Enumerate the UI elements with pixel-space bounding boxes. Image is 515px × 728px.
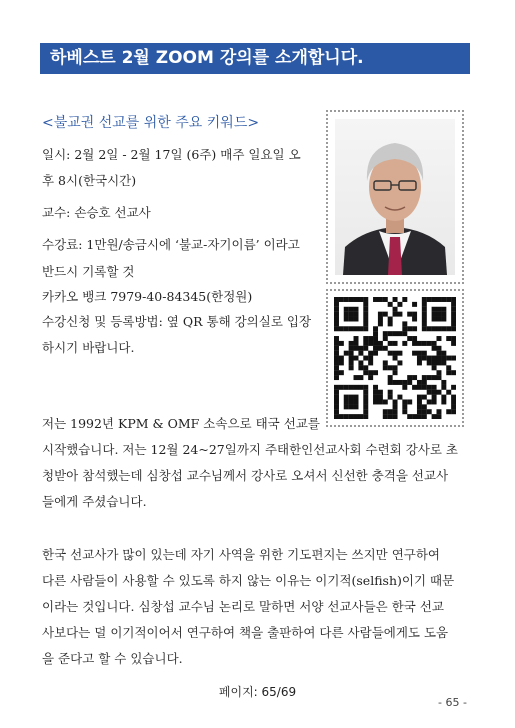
professor-line: 교수: 손승호 선교사	[42, 205, 151, 220]
page-label: 페이지: 65/69	[218, 685, 297, 699]
paragraph-line: 저는 1992년 KPM & OMF 소속으로 태국 선교를	[42, 416, 320, 431]
date-line-1: 일시: 2월 2일 - 2월 17일 (6주) 매주 일요일 오	[42, 147, 301, 162]
fee-line-1: 수강료: 1만원/송금시에 ‘불교-자기이름’ 이라고	[42, 237, 300, 252]
fee-line-2: 반드시 기록할 것	[42, 264, 135, 279]
bank-account: 카카오 뱅크 7979-40-84345(한정원)	[42, 289, 253, 304]
page-banner	[40, 43, 470, 74]
paragraph-line: 을 준다고 할 수 있습니다.	[42, 651, 183, 666]
paragraph-line: 시작했습니다. 저는 12월 24~27일까지 주태한인선교사회 수련회 강사로 초	[42, 442, 459, 457]
paragraph-line: 청받아 참석했는데 심창섭 교수님께서 강사로 오셔서 신선한 충격을 선교사	[42, 468, 449, 483]
photo-frame	[326, 110, 464, 284]
register-line-1: 수강신청 및 등록방법: 옆 QR 통해 강의실로 입장	[42, 314, 312, 329]
qr-frame	[326, 289, 464, 427]
paragraph-line: 한국 선교사가 많이 있는데 자기 사역을 위한 기도편지는 쓰지만 연구하여	[42, 547, 441, 562]
page-number: - 65 -	[438, 696, 467, 709]
banner-title: 하베스트 2월 ZOOM 강의를 소개합니다.	[50, 48, 364, 68]
register-line-2: 하시기 바랍니다.	[42, 340, 135, 355]
date-line-2: 후 8시(한국시간)	[42, 173, 137, 188]
registration-qr-code[interactable]	[334, 297, 456, 419]
paragraph-line: 들에게 주셨습니다.	[42, 494, 147, 509]
lecture-subtitle: <불교권 선교를 위한 주요 키워드>	[42, 115, 260, 131]
paragraph-line: 사보다는 덜 이기적이어서 연구하여 책을 출판하여 다른 사람들에게도 도움	[42, 625, 449, 640]
paragraph-line: 다른 사람들이 사용할 수 있도록 하지 않는 이유는 이기적(selfish)이기 때문	[42, 573, 455, 588]
portrait-illustration	[335, 119, 455, 275]
professor-photo	[335, 119, 455, 275]
paragraph-line: 이라는 것입니다. 심창섭 교수님 논리로 말하면 서양 선교사들은 한국 선교	[42, 599, 444, 614]
